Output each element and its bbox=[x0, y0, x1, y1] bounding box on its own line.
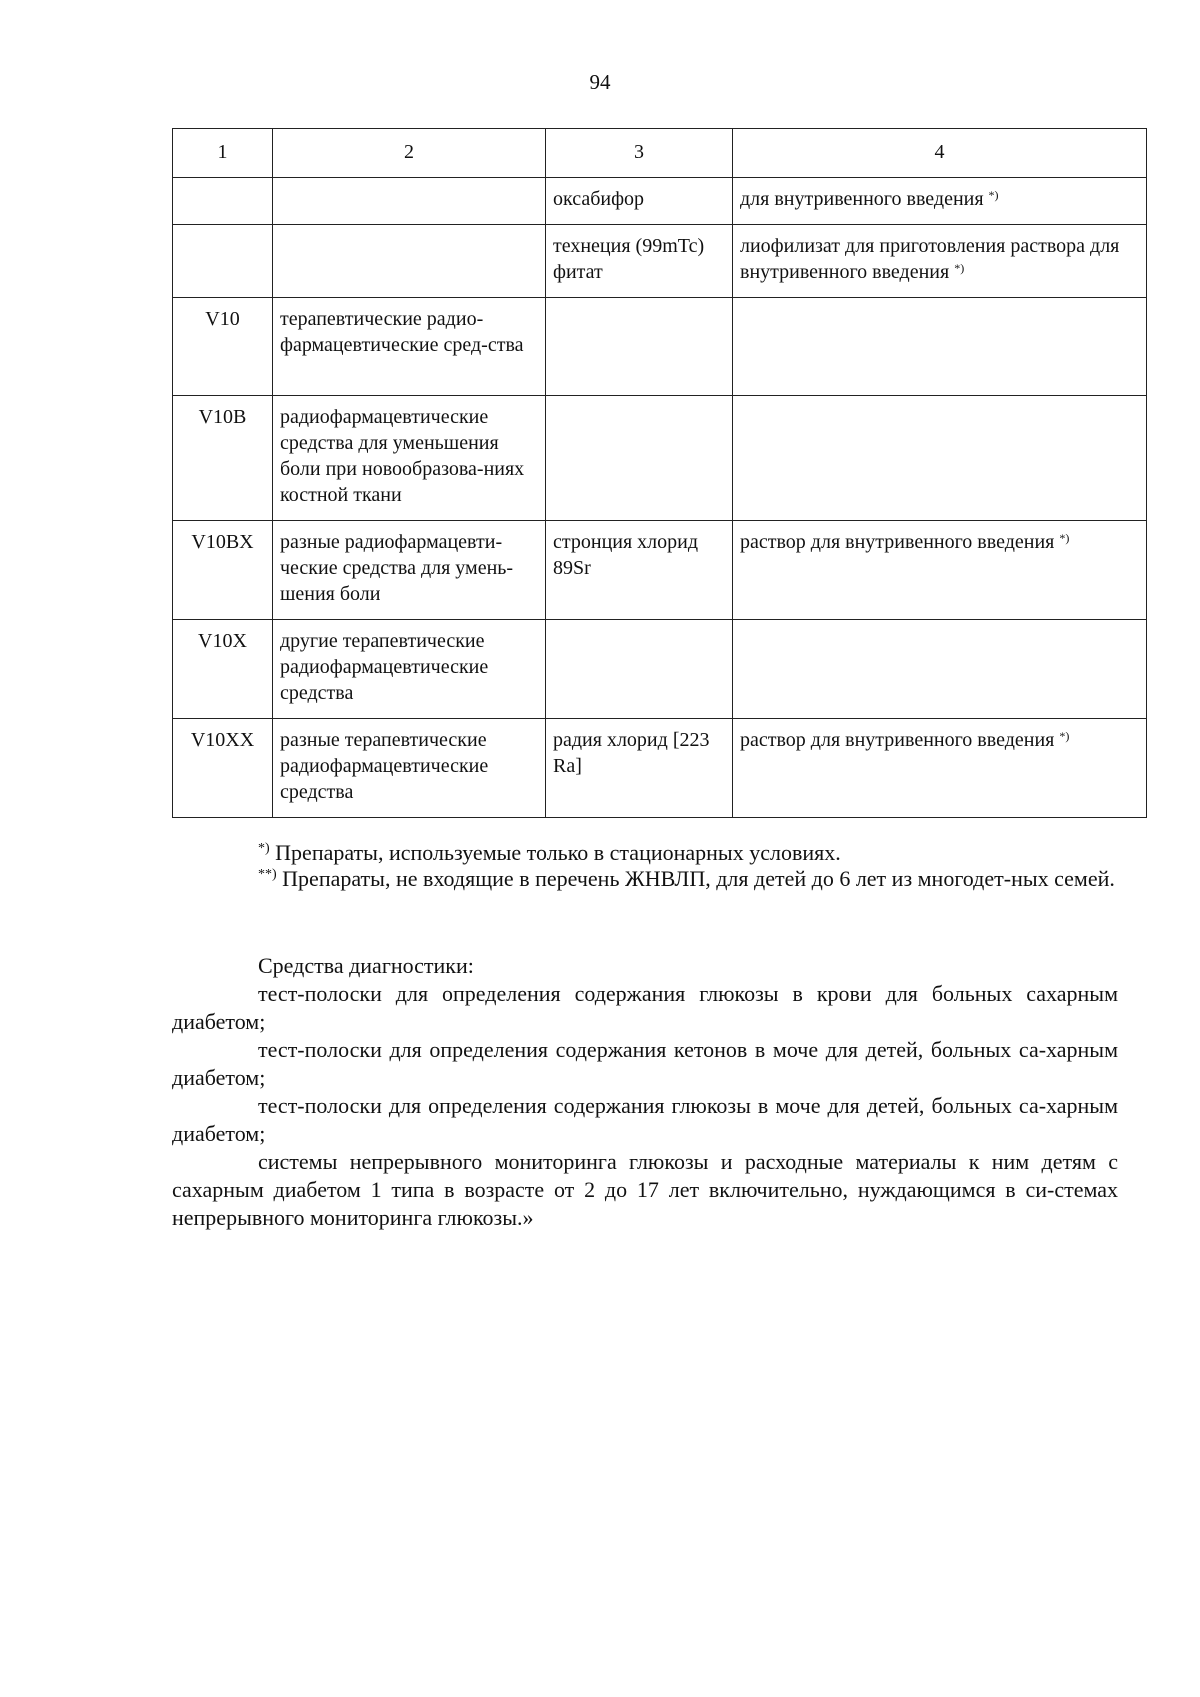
group-cell bbox=[273, 225, 546, 298]
drug-cell bbox=[546, 298, 733, 396]
group-cell: терапевтические радио-фармацевтические сред-ства bbox=[273, 298, 546, 396]
footnote-text: Препараты, используемые только в стационарных условиях. bbox=[269, 840, 841, 865]
form-cell bbox=[733, 298, 1147, 396]
diagnostics-item: системы непрерывного мониторинга глюкозы и расходные материалы к ним детям с сахарным диабетом 1 типа в возрасте от 2 до 17 лет включительно, нуждающимся в си-стемах непрерывного мониторинга глюкозы.» bbox=[172, 1149, 1118, 1230]
page-number: 94 bbox=[589, 70, 611, 94]
footnote-mark: *) bbox=[954, 261, 965, 275]
table-row bbox=[173, 620, 1147, 719]
atc-code-cell: V10B bbox=[173, 396, 273, 521]
group-cell: разные терапевтические радиофармацевтические средства bbox=[273, 719, 546, 818]
atc-code-cell: V10 bbox=[173, 298, 273, 396]
group-cell bbox=[273, 178, 546, 225]
atc-code-cell: V10BX bbox=[173, 521, 273, 620]
table-row bbox=[173, 225, 1147, 298]
footnote-marker: **) bbox=[258, 867, 277, 882]
atc-code-cell: V10XX bbox=[173, 719, 273, 818]
footnotes bbox=[172, 840, 1118, 892]
drug-cell: радия хлорид [223 Ra] bbox=[546, 719, 733, 818]
drug-cell bbox=[546, 396, 733, 521]
drug-cell: оксабифор bbox=[546, 178, 733, 225]
column-header: 2 bbox=[273, 129, 546, 178]
form-cell bbox=[733, 225, 1147, 298]
footnote-inpatient bbox=[172, 840, 1118, 866]
footnote-text: Препараты, не входящие в перечень ЖНВЛП, для детей до 6 лет из многодет-ных семей. bbox=[276, 866, 1115, 891]
group-cell: другие терапевтические радиофармацевтические средства bbox=[273, 620, 546, 719]
footnote-large-families bbox=[172, 866, 1118, 892]
atc-code-cell bbox=[173, 178, 273, 225]
group-cell: радиофармацевтические средства для уменьшения боли при новообразова-ниях костной ткани bbox=[273, 396, 546, 521]
table-row bbox=[173, 178, 1147, 225]
form-text: для внутривенного введения bbox=[740, 188, 984, 210]
footnote-mark: *) bbox=[988, 188, 999, 202]
atc-code-cell bbox=[173, 225, 273, 298]
form-text: лиофилизат для приготовления раствора для внутривенного введения bbox=[740, 235, 1120, 283]
form-cell bbox=[733, 719, 1147, 818]
form-cell bbox=[733, 178, 1147, 225]
column-header: 3 bbox=[546, 129, 733, 178]
column-header: 1 bbox=[173, 129, 273, 178]
footnote-mark: *) bbox=[1059, 531, 1070, 545]
table-row bbox=[173, 521, 1147, 620]
form-cell bbox=[733, 620, 1147, 719]
drug-cell: стронция хлорид 89Sr bbox=[546, 521, 733, 620]
diagnostics-item: тест-полоски для определения содержания глюкозы в крови для больных сахарным диабетом; bbox=[172, 981, 1118, 1034]
footnote-marker: *) bbox=[258, 841, 270, 856]
form-text: раствор для внутривенного введения bbox=[740, 531, 1055, 553]
drug-cell bbox=[546, 620, 733, 719]
form-cell bbox=[733, 396, 1147, 521]
drug-cell: технеция (99mTc) фитат bbox=[546, 225, 733, 298]
diagnostics-heading: Средства диагностики: bbox=[258, 953, 474, 978]
column-header: 4 bbox=[733, 129, 1147, 178]
atc-code-cell: V10X bbox=[173, 620, 273, 719]
table-row bbox=[173, 719, 1147, 818]
table-header-row bbox=[173, 129, 1147, 178]
diagnostics-section bbox=[172, 952, 1118, 1232]
drug-table bbox=[172, 128, 1147, 818]
group-cell: разные радиофармацевти-ческие средства для умень-шения боли bbox=[273, 521, 546, 620]
form-text: раствор для внутривенного введения bbox=[740, 729, 1055, 751]
diagnostics-item: тест-полоски для определения содержания глюкозы в моче для детей, больных са-харным диабетом; bbox=[172, 1093, 1118, 1146]
table-row bbox=[173, 298, 1147, 396]
footnote-mark: *) bbox=[1059, 729, 1070, 743]
diagnostics-item: тест-полоски для определения содержания кетонов в моче для детей, больных са-харным диабетом; bbox=[172, 1037, 1118, 1090]
form-cell bbox=[733, 521, 1147, 620]
table-row bbox=[173, 396, 1147, 521]
